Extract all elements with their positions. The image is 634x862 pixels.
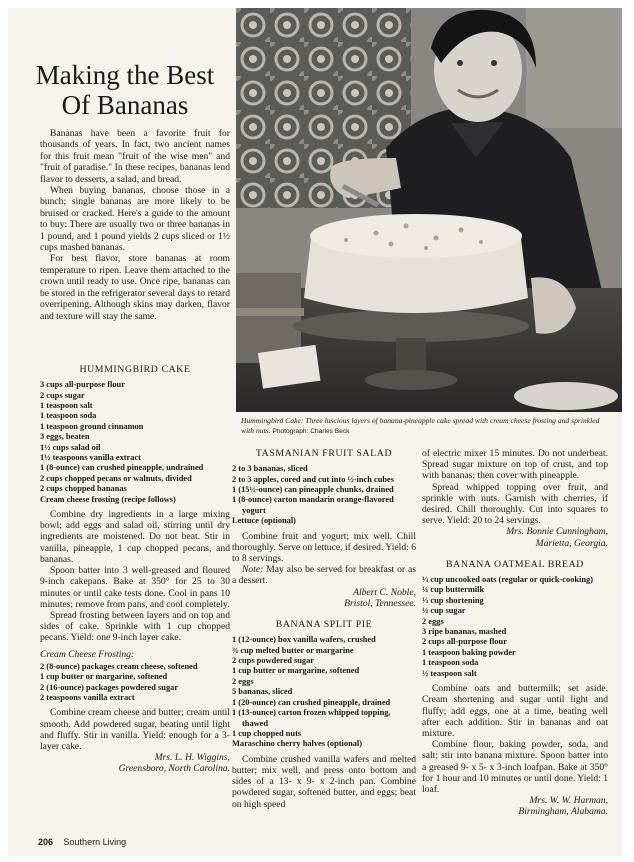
frosting-ingredient-list — [40, 662, 230, 704]
recipe-author: Mrs. W. W. Harman, — [529, 795, 608, 807]
ingredient: 1 (12-ounce) box vanilla wafers, crushed — [232, 635, 376, 645]
recipe-author: Mrs. L. H. Wiggins, — [154, 752, 230, 764]
ingredient: 1 teaspoon ground cinnamon — [40, 421, 144, 431]
ingredient: 2 cups all-purpose flour — [422, 637, 507, 647]
note-label: Note: — [242, 564, 264, 576]
ingredient-list — [422, 575, 608, 679]
directions: Combine dry ingredients in a large mixing bowl; add eggs and salad oil, stirring until dry ingredients are moistened. Do not beat. Stir in vanilla, pineapple, 1 cup chopped pecans, and bananas. — [40, 509, 230, 565]
ingredient: Lettuce (optional) — [232, 516, 296, 526]
recipe-author: Albert C. Noble, — [353, 586, 416, 598]
ingredient-list — [232, 635, 416, 749]
recipe-title: BANANA SPLIT PIE — [275, 619, 373, 631]
ingredient: 2 (8-ounce) packages cream cheese, softened — [40, 661, 198, 671]
hummingbird-cake-photo — [236, 8, 622, 412]
ingredient: 1 teaspoon baking powder — [422, 647, 516, 657]
recipe-title: HUMMINGBIRD CAKE — [79, 364, 191, 375]
ingredient: Cream cheese frosting (recipe follows) — [40, 494, 176, 504]
magazine-page — [8, 8, 622, 856]
ingredient: 3 cups all-purpose flour — [40, 380, 125, 390]
intro-paragraph: When buying bananas, choose those in a bunch; single bananas are more likely to be bruised or cracked. Here's a guide to the amount to buy: There are usually two or three bananas in 1 pound, and 1 pound yields 2 cups sliced or 1½ cups mashed bananas. — [40, 185, 230, 254]
directions: Combine oats and buttermilk; set aside. Cream shortening and sugar until light and fluffy; add eggs, one at a time, beating well after each addition. Stir in bananas and oat mixture. — [422, 683, 608, 739]
directions: Spoon batter into 3 well-greased and floured 9-inch cakepans. Bake at 350° for 25 to 30 minutes or until cake tests done. Cool in pans 10 minutes; remove from pans, and cool completely. — [40, 565, 230, 610]
column-hummingbird — [40, 364, 230, 775]
recipe-location: Marietta, Georgia. — [535, 537, 608, 549]
ingredient: 1 teaspoon salt — [40, 401, 93, 411]
ingredient: 2 cups powdered sugar — [232, 656, 314, 666]
ingredient: 2 (16-ounce) packages powdered sugar — [40, 682, 179, 692]
directions: Combine flour, baking powder, soda, and salt; stir into banana mixture. Spoon batter into a greased 9- x 5- x 3-inch loafpan. Bake at 350° for 1 hour and 10 minutes or until done. Yield: 1 loaf. — [422, 739, 608, 795]
directions: Combine crushed vanilla wafers and melted butter; mix well, and press onto bottom and sides of a 13- x 9- x 2-inch pan. Combine powdered sugar, softened butter, and eggs; beat on high speed — [232, 753, 416, 810]
intro-paragraph: Bananas have been a favorite fruit for thousands of years. In fact, two ancient names for this fruit mean "fruit of the wise men" and "fruit of paradise." In these recipes, bananas lend flavor to desserts, a salad, and bread. — [40, 128, 230, 185]
ingredient: 3 eggs, beaten — [40, 432, 90, 442]
ingredient: ⅓ cup shortening — [422, 595, 484, 605]
ingredient: 1 (15½-ounce) can pineapple chunks, drained — [232, 485, 394, 495]
ingredient: 1½ teaspoons vanilla extract — [40, 453, 141, 463]
note-text: May also be served for breakfast or as a dessert. — [232, 564, 416, 587]
directions: of electric mixer 15 minutes. Do not underbeat. Spread sugar mixture on top of crust, and top with bananas; then cover with pineapple. — [422, 448, 608, 482]
directions: Spread whipped topping over fruit, and sprinkle with nuts. Garnish with cherries, if desired. Chill thoroughly. Cut into squares to serve. Yield: 20 to 24 servings. — [422, 481, 608, 527]
ingredient: 1 (8-ounce) carton mandarin orange-flavored yogurt — [232, 495, 394, 515]
ingredient: ½ teaspoon salt — [422, 668, 477, 678]
recipe-title: TASMANIAN FRUIT SALAD — [255, 448, 393, 459]
page-title: Making the Best Of Bananas — [35, 60, 215, 120]
ingredient: Maraschino cherry halves (optional) — [232, 739, 363, 749]
ingredient: 1 (13-ounce) carton frozen whipped topping, thawed — [232, 708, 391, 728]
ingredient: 2 cups chopped pecans or walnuts, divided — [40, 473, 192, 483]
ingredient: 1 (8-ounce) can crushed pineapple, undrained — [40, 463, 204, 473]
intro-paragraph: For best flavor, store bananas at room temperature to ripen. Leave them attached to the crown until ready to use. Once ripe, bananas can be stored in the refrigerator several days to retard overripening. Although skins may darken, flavor and texture will stay the same. — [40, 253, 230, 322]
ingredient: 1 teaspoon soda — [422, 658, 479, 668]
ingredient: 1 cup butter or margarine, softened — [40, 672, 168, 682]
magazine-name: Southern Living — [63, 837, 127, 847]
directions: Spread frosting between layers and on top and sides of cake. Sprinkle with 1 cup chopped pecans. Yield: one 9-inch layer cake. — [40, 609, 230, 644]
intro-text — [40, 128, 230, 322]
page-footer — [38, 837, 126, 847]
photo-caption — [241, 416, 611, 436]
directions: Combine cream cheese and butter; cream until smooth. Add powdered sugar, beating until light and fluffy. Stir in vanilla. Yield: enough for a 3-layer cake. — [40, 707, 230, 752]
page-number: 206 — [38, 837, 54, 847]
recipe-location: Bristol, Tennessee. — [344, 597, 416, 609]
ingredient: ¾ cup melted butter or margarine — [232, 645, 354, 655]
ingredient: 2 eggs — [422, 616, 444, 626]
directions: Combine fruit and yogurt; mix well. Chill thoroughly. Serve on lettuce, if desired. Yield: 6 to 8 servings. — [232, 530, 416, 565]
ingredient: 2 to 3 apples, cored and cut into ½-inch cubes — [232, 474, 395, 484]
ingredient-list — [232, 464, 416, 526]
ingredient: 2 cups chopped bananas — [40, 484, 127, 494]
ingredient-list — [40, 380, 230, 505]
ingredient: 1 cup butter or margarine, softened — [232, 666, 360, 676]
recipe-location: Birmingham, Alabama. — [518, 806, 608, 818]
ingredient: 1½ cups salad oil — [40, 442, 101, 452]
ingredient: ¼ cup buttermilk — [422, 585, 485, 595]
ingredient: ½ cup sugar — [422, 606, 466, 616]
column-right — [422, 448, 608, 818]
ingredient: 1 teaspoon soda — [40, 411, 97, 421]
ingredient: 2 cups sugar — [40, 390, 85, 400]
recipe-author: Mrs. Bonnie Cunningham, — [506, 526, 608, 538]
ingredient: 2 teaspoons vanilla extract — [40, 692, 135, 702]
ingredient: 1 cup chopped nuts — [232, 728, 302, 738]
column-middle — [232, 448, 416, 810]
frosting-title: Cream Cheese Frosting: — [40, 648, 135, 660]
ingredient: ⅓ cup uncooked oats (regular or quick-cooking) — [422, 575, 594, 585]
photo-credit: Photograph: Charles Beck — [272, 427, 350, 435]
recipe-note — [232, 564, 416, 586]
ingredient: 5 bananas, sliced — [232, 687, 293, 697]
ingredient: 3 ripe bananas, mashed — [422, 627, 507, 637]
caption-text: Hummingbird Cake: Three luscious layers of banana-pineapple cake spread with cream cheese frosting and sprinkled with nuts. — [241, 416, 600, 435]
recipe-location: Greensboro, North Carolina. — [118, 763, 230, 775]
ingredient: 1 (20-ounce) can crushed pineapple, drained — [232, 697, 391, 707]
ingredient: 2 to 3 bananas, sliced — [232, 464, 308, 474]
photo-illustration — [236, 8, 622, 412]
recipe-title: BANANA OATMEAL BREAD — [446, 558, 584, 570]
ingredient: 2 eggs — [232, 676, 254, 686]
